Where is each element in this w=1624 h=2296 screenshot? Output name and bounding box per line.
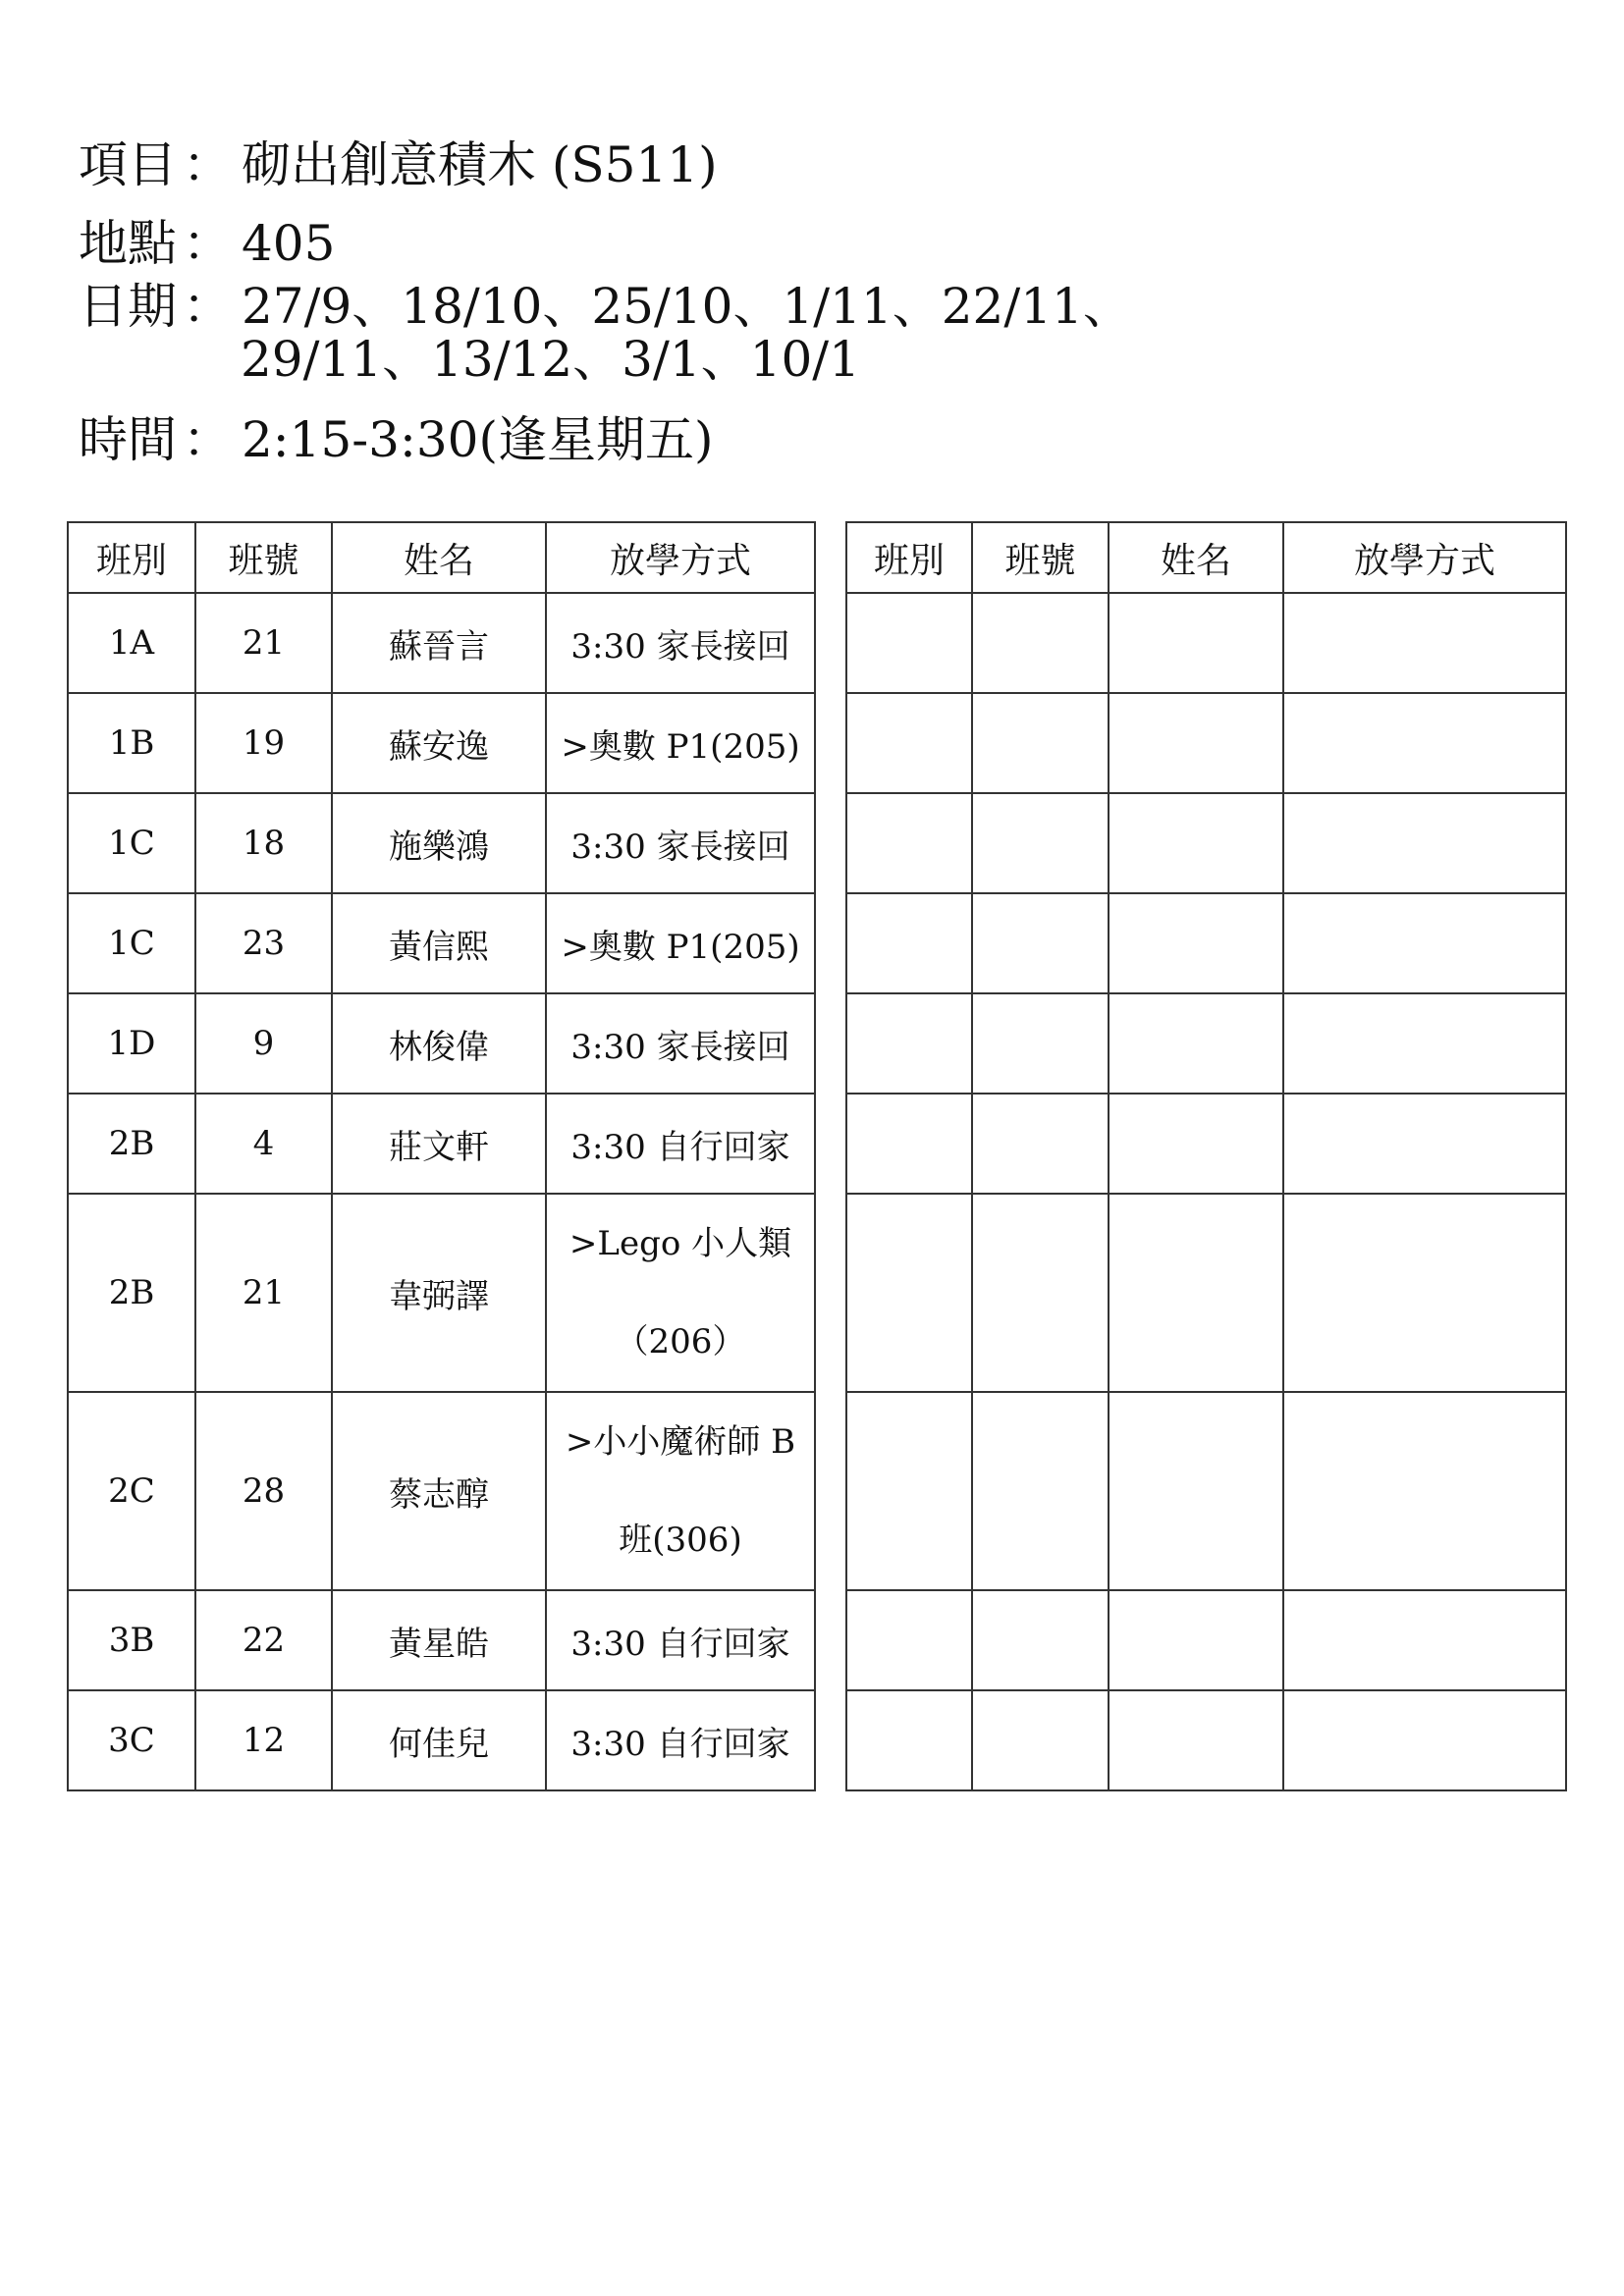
location-label: 地點 [79,215,177,272]
time-value: 2:15-3:30(逢星期五) [242,411,714,468]
header-number: 班號 [195,522,332,593]
table-row [68,993,815,1094]
empty-cell [1283,993,1566,1094]
cell-number: 4 [195,1094,332,1194]
empty-cell [1109,693,1283,793]
table-row [68,1094,815,1194]
cell-number: 21 [195,1194,332,1392]
empty-row [846,1690,1566,1790]
empty-cell [972,593,1109,693]
cell-number: 18 [195,793,332,893]
header-class: 班別 [68,522,195,593]
cell-name: 莊文軒 [332,1094,546,1194]
empty-row [846,793,1566,893]
cell-class: 1D [68,993,195,1094]
cell-dismissal [546,1392,815,1590]
empty-roster-table [845,521,1567,1791]
cell-number: 28 [195,1392,332,1590]
empty-cell [1109,1690,1283,1790]
empty-cell [846,793,972,893]
empty-cell [1109,893,1283,993]
empty-cell [972,1392,1109,1590]
date-value-line-2: 29/11、13/12、3/1、10/1 [241,331,860,388]
empty-cell [1283,1690,1566,1790]
table-row [68,893,815,993]
cell-number: 12 [195,1690,332,1790]
project-line [79,137,718,192]
header-dismissal: 放學方式 [1283,522,1566,593]
empty-cell [1283,593,1566,693]
table-row [68,693,815,793]
empty-cell [972,993,1109,1094]
cell-number: 21 [195,593,332,693]
empty-row [846,1094,1566,1194]
empty-row [846,1194,1566,1392]
cell-dismissal-text: >Lego 小人類 （206） [568,1224,792,1362]
empty-cell [1283,793,1566,893]
cell-name: 施樂鴻 [332,793,546,893]
empty-cell [1109,593,1283,693]
empty-row [846,893,1566,993]
cell-dismissal: 3:30 自行回家 [546,1690,815,1790]
empty-cell [846,1590,972,1690]
cell-dismissal-text: >小小魔術師 B 班(306) [565,1422,796,1560]
empty-cell [972,1690,1109,1790]
empty-cell [1283,893,1566,993]
empty-cell [1109,1590,1283,1690]
empty-cell [1283,1194,1566,1392]
table-header-row [846,522,1566,593]
empty-row [846,693,1566,793]
date-separator: ： [183,278,232,335]
empty-cell [1283,693,1566,793]
header-name: 姓名 [1109,522,1283,593]
cell-class: 2B [68,1094,195,1194]
date-label: 日期 [79,278,177,335]
empty-cell [1109,793,1283,893]
empty-cell [846,1194,972,1392]
empty-cell [972,1194,1109,1392]
header-name: 姓名 [332,522,546,593]
empty-cell [846,593,972,693]
empty-row [846,993,1566,1094]
empty-cell [972,693,1109,793]
cell-class: 3C [68,1690,195,1790]
project-separator: ： [183,136,232,193]
table-row [68,1392,815,1590]
empty-cell [972,793,1109,893]
empty-cell [846,1690,972,1790]
location-line [79,216,335,271]
student-roster-table [67,521,816,1791]
cell-class: 1A [68,593,195,693]
cell-dismissal: 3:30 自行回家 [546,1590,815,1690]
table-row [68,1590,815,1690]
cell-dismissal: >奧數 P1(205) [546,693,815,793]
project-value: 砌出創意積木 (S511) [242,136,718,193]
location-value: 405 [242,215,336,272]
empty-cell [1283,1590,1566,1690]
empty-cell [1283,1392,1566,1590]
time-separator: ： [183,411,232,468]
cell-class: 1B [68,693,195,793]
cell-name: 黃信熙 [332,893,546,993]
cell-number: 9 [195,993,332,1094]
empty-cell [1109,1194,1283,1392]
header-number: 班號 [972,522,1109,593]
empty-cell [972,1590,1109,1690]
cell-class: 3B [68,1590,195,1690]
empty-row [846,593,1566,693]
location-separator: ： [183,215,232,272]
table-row [68,793,815,893]
table-row [68,1690,815,1790]
empty-cell [846,1392,972,1590]
cell-name: 蘇安逸 [332,693,546,793]
header-class: 班別 [846,522,972,593]
time-line [79,412,713,467]
empty-cell [1109,1094,1283,1194]
empty-cell [1109,993,1283,1094]
cell-name: 蔡志醇 [332,1392,546,1590]
cell-dismissal [546,1194,815,1392]
date-line [79,279,1132,334]
cell-name: 蘇晉言 [332,593,546,693]
project-label: 項目 [79,136,177,193]
table-row [68,1194,815,1392]
empty-cell [1283,1094,1566,1194]
empty-row [846,1392,1566,1590]
cell-name: 韋弼譯 [332,1194,546,1392]
cell-name: 黃星皓 [332,1590,546,1690]
cell-dismissal: >奧數 P1(205) [546,893,815,993]
header-dismissal: 放學方式 [546,522,815,593]
table-header-row [68,522,815,593]
cell-class: 2B [68,1194,195,1392]
empty-row [846,1590,1566,1690]
cell-number: 19 [195,693,332,793]
date-value-line-1: 27/9、18/10、25/10、1/11、22/11、 [242,278,1132,335]
cell-dismissal: 3:30 家長接回 [546,593,815,693]
cell-dismissal: 3:30 自行回家 [546,1094,815,1194]
empty-cell [1109,1392,1283,1590]
empty-cell [972,893,1109,993]
cell-name: 何佳兒 [332,1690,546,1790]
cell-dismissal: 3:30 家長接回 [546,793,815,893]
empty-cell [846,693,972,793]
empty-cell [846,993,972,1094]
cell-class: 1C [68,793,195,893]
empty-cell [846,1094,972,1194]
table-row [68,593,815,693]
time-label: 時間 [79,411,177,468]
cell-class: 2C [68,1392,195,1590]
cell-name: 林俊偉 [332,993,546,1094]
empty-cell [846,893,972,993]
cell-dismissal: 3:30 家長接回 [546,993,815,1094]
empty-cell [972,1094,1109,1194]
cell-class: 1C [68,893,195,993]
cell-number: 23 [195,893,332,993]
cell-number: 22 [195,1590,332,1690]
